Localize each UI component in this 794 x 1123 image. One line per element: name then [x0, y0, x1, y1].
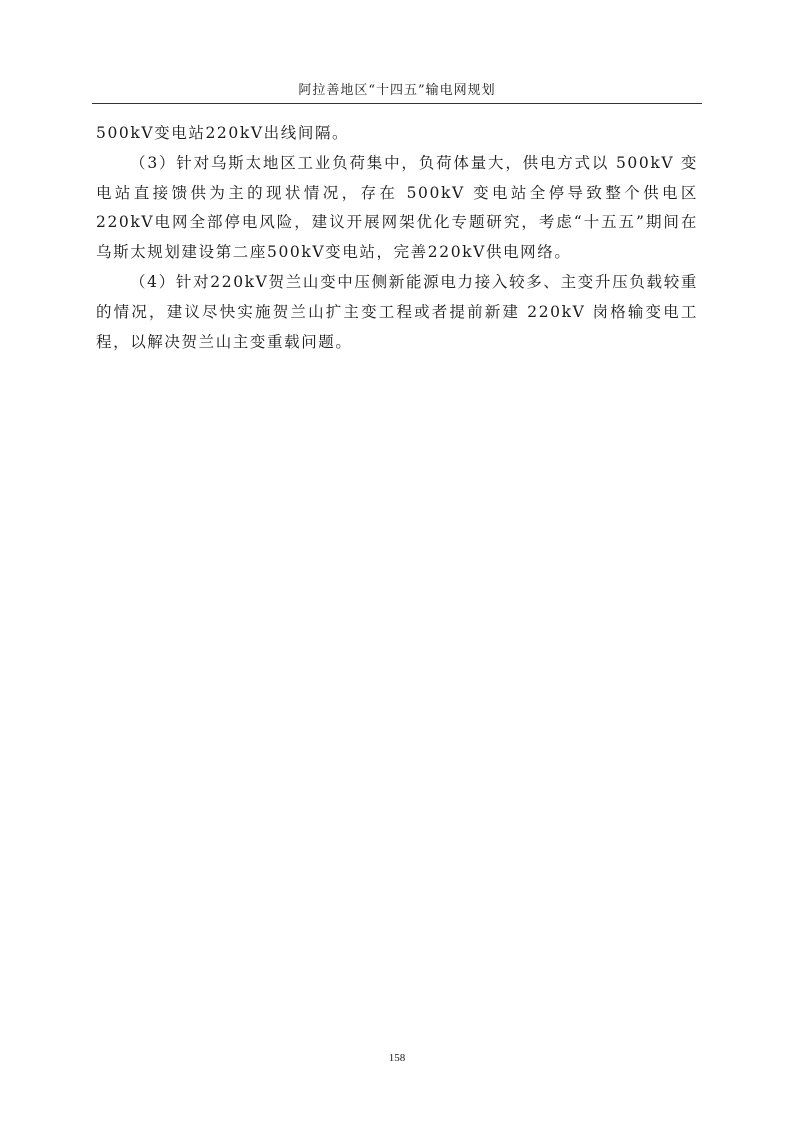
paragraph-item-3: （3）针对乌斯太地区工业负荷集中，负荷体量大，供电方式以 500kV 变电站直接馈供为主的现状情况，存在 500kV 变电站全停导致整个供电区 220kV电网全部停电风险，建议开展网架优化专题研究，考虑“十五五”期间在乌斯太规划建设第二座500kV变电站，完善220kV供电网络。	[96, 153, 698, 262]
paragraph-item-4: （4）针对220kV贺兰山变中压侧新能源电力接入较多、主变升压负载较重的情况，建议尽快实施贺兰山扩主变工程或者提前新建 220kV 岗格输变电工程，以解决贺兰山主变重载问题。	[96, 272, 698, 351]
page-number: 158	[388, 1052, 406, 1064]
document-body	[96, 119, 698, 357]
running-header-title: 阿拉善地区“十四五”输电网规划	[298, 83, 496, 98]
paragraph-continuation: 500kV变电站220kV出线间隔。	[96, 124, 350, 142]
header-divider	[92, 103, 702, 104]
